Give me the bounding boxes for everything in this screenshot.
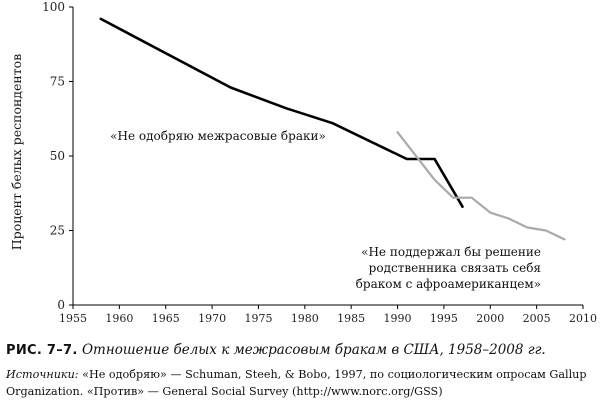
sources-line-1 [6,366,596,383]
y-tick-label: 100 [42,0,65,14]
x-tick-label: 1980 [290,312,319,325]
figure-title: Отношение белых к межрасовым бракам в США, 1958–2008 гг. [81,342,546,358]
y-tick-label: 75 [49,74,65,89]
figure-number: РИС. 7–7. [6,343,78,358]
x-tick-label: 1955 [59,312,87,325]
chart-annotations [110,129,541,291]
figure-caption [6,341,596,360]
x-tick-label: 1990 [383,312,412,325]
x-tick-label: 1995 [429,312,458,325]
x-tick-label: 1970 [198,312,227,325]
series-line-1 [101,19,463,207]
y-tick-label: 50 [49,149,65,163]
figure-sources [6,366,596,400]
y-tick-label: 25 [49,223,65,238]
x-tick-label: 1985 [337,312,366,325]
annotation-a1-line-1: «Не одобряю межрасовые браки» [110,129,326,143]
sources-line-2: Organization. «Против» — General Social Survey (http://www.norc.org/GSS) [6,385,443,398]
x-tick-label: 2000 [476,312,505,325]
x-tick-label: 2010 [569,312,597,325]
x-tick-label: 2005 [522,312,551,325]
annotation-a2-line-3: браком с афроамериканцем» [355,277,541,291]
annotation-a2-line-2: родственника связать себя [368,261,541,275]
annotation-a2-line-1: «Не поддержал бы решение [361,245,541,259]
sources-text-1: «Не одобряю» — Schuman, Steeh, & Bobo, 1997, по социологическим опросам Gallup [82,368,587,381]
sources-label: Источники: [6,368,79,381]
x-tick-label: 1960 [105,312,134,325]
y-tick-label: 0 [57,298,65,312]
x-tick-label: 1975 [244,312,273,325]
x-tick-label: 1965 [151,312,180,325]
y-axis-label: Процент белых респондентов [9,53,24,251]
series-line-2 [398,132,565,239]
